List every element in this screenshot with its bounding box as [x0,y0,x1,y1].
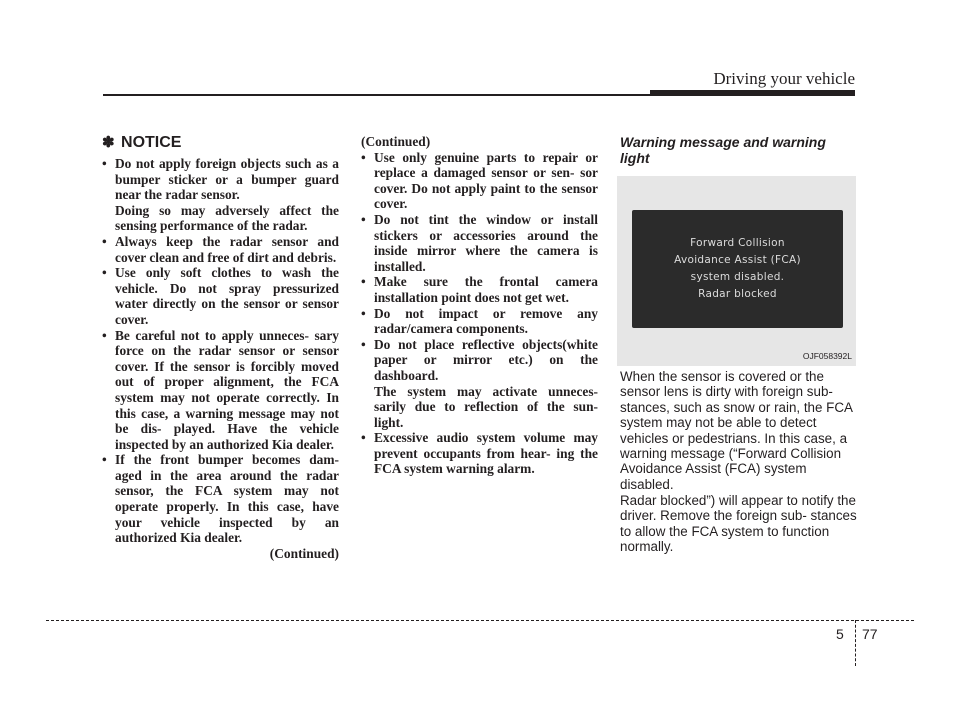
list-item: • Do not impact or remove any radar/camera components. [361,306,598,337]
page-header-title: Driving your vehicle [713,69,855,88]
warning-section [620,134,856,166]
list-item: • Always keep the radar sensor and cover clean and free of dirt and debris. [102,234,339,265]
notice-list-left [102,156,339,546]
continued-label-start: (Continued) [361,134,431,149]
page-number: 77 [862,626,878,642]
list-item: • Make sure the frontal camera installation point does not get wet. [361,274,598,305]
page-chapter: 5 [836,626,844,642]
list-item: • Do not place reflective objects(white paper or mirror etc.) on the dashboard. The system may activate unneces- sarily due to reflection of the sun- light. [361,337,598,431]
warning-paragraph-1: When the sensor is covered or the sensor lens is dirty with foreign sub- stances, such as snow or rain, the FCA system may not be able to detect vehicles or pedestrians. In this case, a warning message (“Forward Collision Avoidance Assist (FCA) system disabled. [620,369,853,492]
notice-column-left [102,134,339,561]
continued-label-end: (Continued) [269,545,339,561]
cluster-display-figure [617,176,856,366]
notice-column-right [361,134,598,477]
list-item: • Do not tint the window or install stickers or accessories around the inside mirror where the camera is installed. [361,212,598,274]
list-item: • Be careful not to apply unneces- sary force on the radar sensor or sensor cover. If the sensor is forcibly moved out of proper alignment, the FCA system may not operate correctly. In this case, a warning message may not be dis- played. Have the vehicle inspected by an authorized Kia dealer. [102,328,339,453]
warning-section-heading: Warning message and warning light [620,134,826,166]
list-item: • If the front bumper becomes dam- aged in the area around the radar sensor, the FCA system may not operate properly. In this case, have your vehicle inspected by an authorized Kia dealer. [102,452,339,546]
header-accent-bar [650,90,855,96]
warning-paragraph-2: Radar blocked”) will appear to notify the driver. Remove the foreign sub- stances to allow the FCA system to function normally. [620,493,857,555]
display-message-line: Avoidance Assist (FCA) [674,254,801,266]
cluster-display-screen [632,210,843,328]
display-message-line: system disabled. [690,271,785,283]
figure-code: OJF058392L [802,351,852,361]
notice-title: NOTICE [121,134,182,151]
list-item: • Excessive audio system volume may prevent occupants from hear- ing the FCA system warning alarm. [361,430,598,477]
list-item: • Use only genuine parts to repair or replace a damaged sensor or sen- sor cover. Do not apply paint to the sensor cover. [361,150,598,212]
display-message-line: Radar blocked [698,288,777,300]
display-message-line: Forward Collision [690,237,785,249]
asterisk-icon: ✽ [102,134,115,151]
notice-heading [102,134,339,152]
footer-divider [855,620,856,666]
list-item: • Do not apply foreign objects such as a bumper sticker or a bumper guard near the radar sensor. Doing so may adversely affect the sensing performance of the radar. [102,156,339,234]
notice-list-right [361,150,598,477]
list-item: • Use only soft clothes to wash the vehicle. Do not spray pressurized water directly on the sensor or sensor cover. [102,265,339,327]
footer-rule [46,620,914,621]
